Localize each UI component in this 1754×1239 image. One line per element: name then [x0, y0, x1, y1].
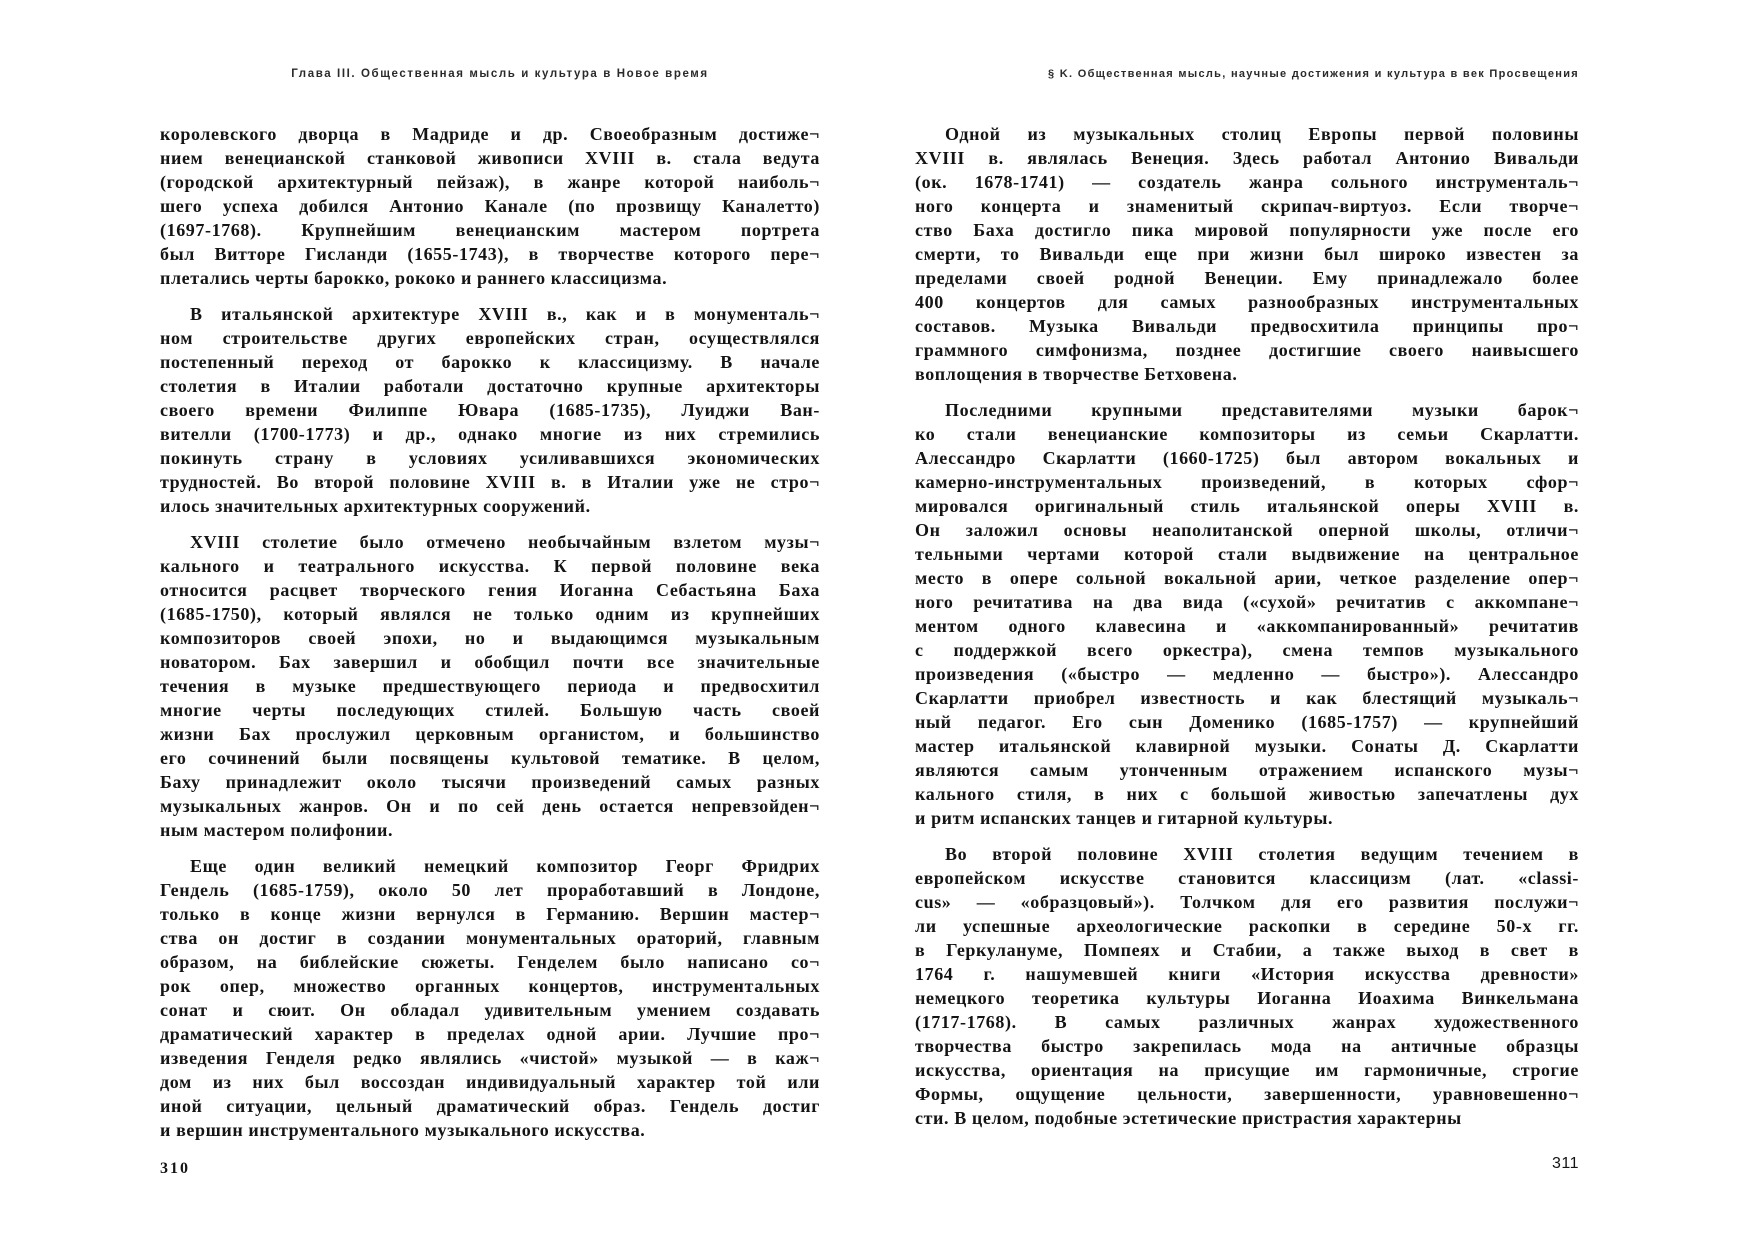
text-line: камерно-инструментальных произведений, в которых сфор¬ — [915, 472, 1579, 492]
text-line: королевского дворца в Мадриде и др. Своеобразным достиже¬ — [160, 124, 820, 144]
text-line: место в опере сольной вокальной арии, четкое разделение опер¬ — [915, 568, 1579, 588]
text-line: сти. В целом, подобные эстетические пристрастия характерны — [915, 1108, 1462, 1128]
text-line: 1764 г. нашумевшей книги «История искусства древности» — [915, 964, 1579, 984]
text-line: илось значительных архитектурных сооружений. — [160, 496, 591, 516]
text-line: кального стиля, в них с большой живостью запечатлены дух — [915, 784, 1579, 804]
text-line: ства он достиг в создании монументальных ораторий, главным — [160, 928, 820, 948]
text-line: Во второй половине XVIII столетия ведущим течением в — [945, 844, 1579, 864]
text-line: только в конце жизни вернулся в Германию. Вершин мастер¬ — [160, 904, 820, 924]
text-line: пределами своей родной Венеции. Ему принадлежало более — [915, 268, 1579, 288]
text-line: XVIII столетие было отмечено необычайным взлетом музы¬ — [190, 532, 820, 552]
text-line: образом, на библейские сюжеты. Генделем было написано со¬ — [160, 952, 820, 972]
text-line: (ок. 1678-1741) — создатель жанра сольного инструменталь¬ — [915, 172, 1579, 192]
right-running-head: § K. Общественная мысль, научные достижения и культура в век Просвещения — [1047, 68, 1579, 80]
text-line: мировался оригинальный стиль итальянской оперы XVIII в. — [915, 496, 1579, 516]
text-line: Одной из музыкальных столиц Европы первой половины — [945, 124, 1579, 144]
text-line: Баху принадлежит около тысячи произведений самых разных — [160, 772, 820, 792]
text-line: был Витторе Гисланди (1655-1743), в творчестве которого пере¬ — [160, 244, 820, 264]
text-line: (1697-1768). Крупнейшим венецианским мастером портрета — [160, 220, 820, 240]
text-line: составов. Музыка Вивальди предвосхитила принципы про¬ — [915, 316, 1579, 336]
text-line: ли успешные археологические раскопки в середине 50-х гг. — [915, 916, 1579, 936]
left-page-number: 310 — [160, 1160, 190, 1177]
text-line: (1717-1768). В самых различных жанрах художественного — [915, 1012, 1579, 1032]
text-line: его сочинений были посвящены культовой тематике. В целом, — [160, 748, 820, 768]
text-line: плетались черты барокко, рококо и раннего классицизма. — [160, 268, 668, 288]
text-line: ко стали венецианские композиторы из семьи Скарлатти. — [915, 424, 1579, 444]
text-line: Гендель (1685-1759), около 50 лет проработавший в Лондоне, — [160, 880, 820, 900]
text-line: течения в музыке предшествующего периода и предвосхитил — [160, 676, 820, 696]
text-line: вителли (1700-1773) и др., однако многие из них стремились — [160, 424, 820, 444]
paragraph — [915, 122, 1579, 386]
paragraph — [915, 842, 1579, 1130]
left-page — [160, 0, 820, 1239]
text-line: рок опер, множество органных концертов, инструментальных — [160, 976, 820, 996]
text-line: новатором. Бах завершил и обобщил почти все значительные — [160, 652, 820, 672]
text-line: Скарлатти приобрел известность и как блестящий музыкаль¬ — [915, 688, 1579, 708]
left-running-head: Глава III. Общественная мысль и культура в Новое время — [291, 68, 709, 80]
text-line: воплощения в творчестве Бетховена. — [915, 364, 1238, 384]
text-line: ного речитатива на два вида («сухой» речитатив с аккомпане¬ — [915, 592, 1579, 612]
text-line: иной ситуации, цельный драматический образ. Гендель достиг — [160, 1096, 820, 1116]
text-line: Он заложил основы неаполитанской оперной школы, отличи¬ — [915, 520, 1579, 540]
text-line: cus» — «образцовый»). Толчком для его развития послужи¬ — [915, 892, 1579, 912]
text-line: 400 концертов для самых разнообразных инструментальных — [915, 292, 1579, 312]
paragraph — [160, 302, 820, 518]
text-line: столетия в Италии работали достаточно крупные архитекторы — [160, 376, 820, 396]
text-line: творчества быстро закрепилась мода на античные образцы — [915, 1036, 1579, 1056]
text-line: Последними крупными представителями музыки барок¬ — [945, 400, 1579, 420]
text-line: в Геркулануме, Помпеях и Стабии, а также выход в свет в — [915, 940, 1579, 960]
text-line: В итальянской архитектуре XVIII в., как и в монументаль¬ — [190, 304, 820, 324]
right-page — [915, 0, 1579, 1239]
text-line: своего времени Филиппе Ювара (1685-1735), Луиджи Ван- — [160, 400, 820, 420]
text-line: (1685-1750), который являлся не только одним из крупнейших — [160, 604, 820, 624]
text-line: немецкого теоретика культуры Иоганна Иоахима Винкельмана — [915, 988, 1579, 1008]
left-body-text — [160, 122, 820, 1154]
text-line: ном строительстве других европейских стран, осуществлялся — [160, 328, 820, 348]
text-line: нием венецианской станковой живописи XVIII в. стала ведута — [160, 148, 820, 168]
text-line: тельными чертами которой стали выдвижение на центральное — [915, 544, 1579, 564]
text-line: ный педагог. Его сын Доменико (1685-1757) — крупнейший — [915, 712, 1579, 732]
text-line: шего успеха добился Антонио Канале (по прозвищу Каналетто) — [160, 196, 820, 216]
text-line: с поддержкой всего оркестра), смена темпов музыкального — [915, 640, 1579, 660]
text-line: XVIII в. являлась Венеция. Здесь работал Антонио Вивальди — [915, 148, 1579, 168]
text-line: постепенный переход от барокко к классицизму. В начале — [160, 352, 820, 372]
text-line: ным мастером полифонии. — [160, 820, 394, 840]
text-line: кального и театрального искусства. К первой половине века — [160, 556, 820, 576]
text-line: (городской архитектурный пейзаж), в жанре которой наиболь¬ — [160, 172, 820, 192]
text-line: многие черты последующих стилей. Большую часть своей — [160, 700, 820, 720]
text-line: европейском искусстве становится классицизм (лат. «classi- — [915, 868, 1579, 888]
paragraph — [160, 122, 820, 290]
text-line: сонат и сюит. Он обладал удивительным умением создавать — [160, 1000, 820, 1020]
text-line: ного концерта и знаменитый скрипач-виртуоз. Если творче¬ — [915, 196, 1579, 216]
text-line: композиторов своей эпохи, но и выдающимся музыкальным — [160, 628, 820, 648]
text-line: относится расцвет творческого гения Иоганна Себастьяна Баха — [160, 580, 820, 600]
text-line: граммного симфонизма, позднее достигшие своего наивысшего — [915, 340, 1579, 360]
text-line: искусства, ориентация на присущие им гармоничные, строгие — [915, 1060, 1579, 1080]
text-line: произведения («быстро — медленно — быстро»). Алессандро — [915, 664, 1579, 684]
text-line: жизни Бах прослужил церковным органистом, и большинство — [160, 724, 820, 744]
text-line: Еще один великий немецкий композитор Георг Фридрих — [190, 856, 820, 876]
paragraph — [160, 530, 820, 842]
text-line: дом из них был воссоздан индивидуальный характер той или — [160, 1072, 820, 1092]
text-line: ментом одного клавесина и «аккомпанированный» речитатив — [915, 616, 1579, 636]
paragraph — [160, 854, 820, 1142]
text-line: Формы, ощущение цельности, завершенности, уравновешенно¬ — [915, 1084, 1579, 1104]
text-line: являются самым утонченным отражением испанского музы¬ — [915, 760, 1579, 780]
text-line: ство Баха достигло пика мировой популярности уже после его — [915, 220, 1579, 240]
text-line: мастер итальянской клавирной музыки. Сонаты Д. Скарлатти — [915, 736, 1579, 756]
text-line: изведения Генделя редко являлись «чистой» музыкой — в каж¬ — [160, 1048, 820, 1068]
text-line: и ритм испанских танцев и гитарной культуры. — [915, 808, 1334, 828]
text-line: Алессандро Скарлатти (1660-1725) был автором вокальных и — [915, 448, 1579, 468]
text-line: покинуть страну в условиях усиливавшихся экономических — [160, 448, 820, 468]
text-line: драматический характер в пределах одной арии. Лучшие про¬ — [160, 1024, 820, 1044]
text-line: смерти, то Вивальди еще при жизни был широко известен за — [915, 244, 1579, 264]
text-line: трудностей. Во второй половине XVIII в. в Италии уже не стро¬ — [160, 472, 820, 492]
right-body-text — [915, 122, 1579, 1142]
right-page-number: 311 — [1551, 1155, 1579, 1172]
text-line: и вершин инструментального музыкального искусства. — [160, 1120, 646, 1140]
text-line: музыкальных жанров. Он и по сей день остается непревзойден¬ — [160, 796, 820, 816]
paragraph — [915, 398, 1579, 830]
